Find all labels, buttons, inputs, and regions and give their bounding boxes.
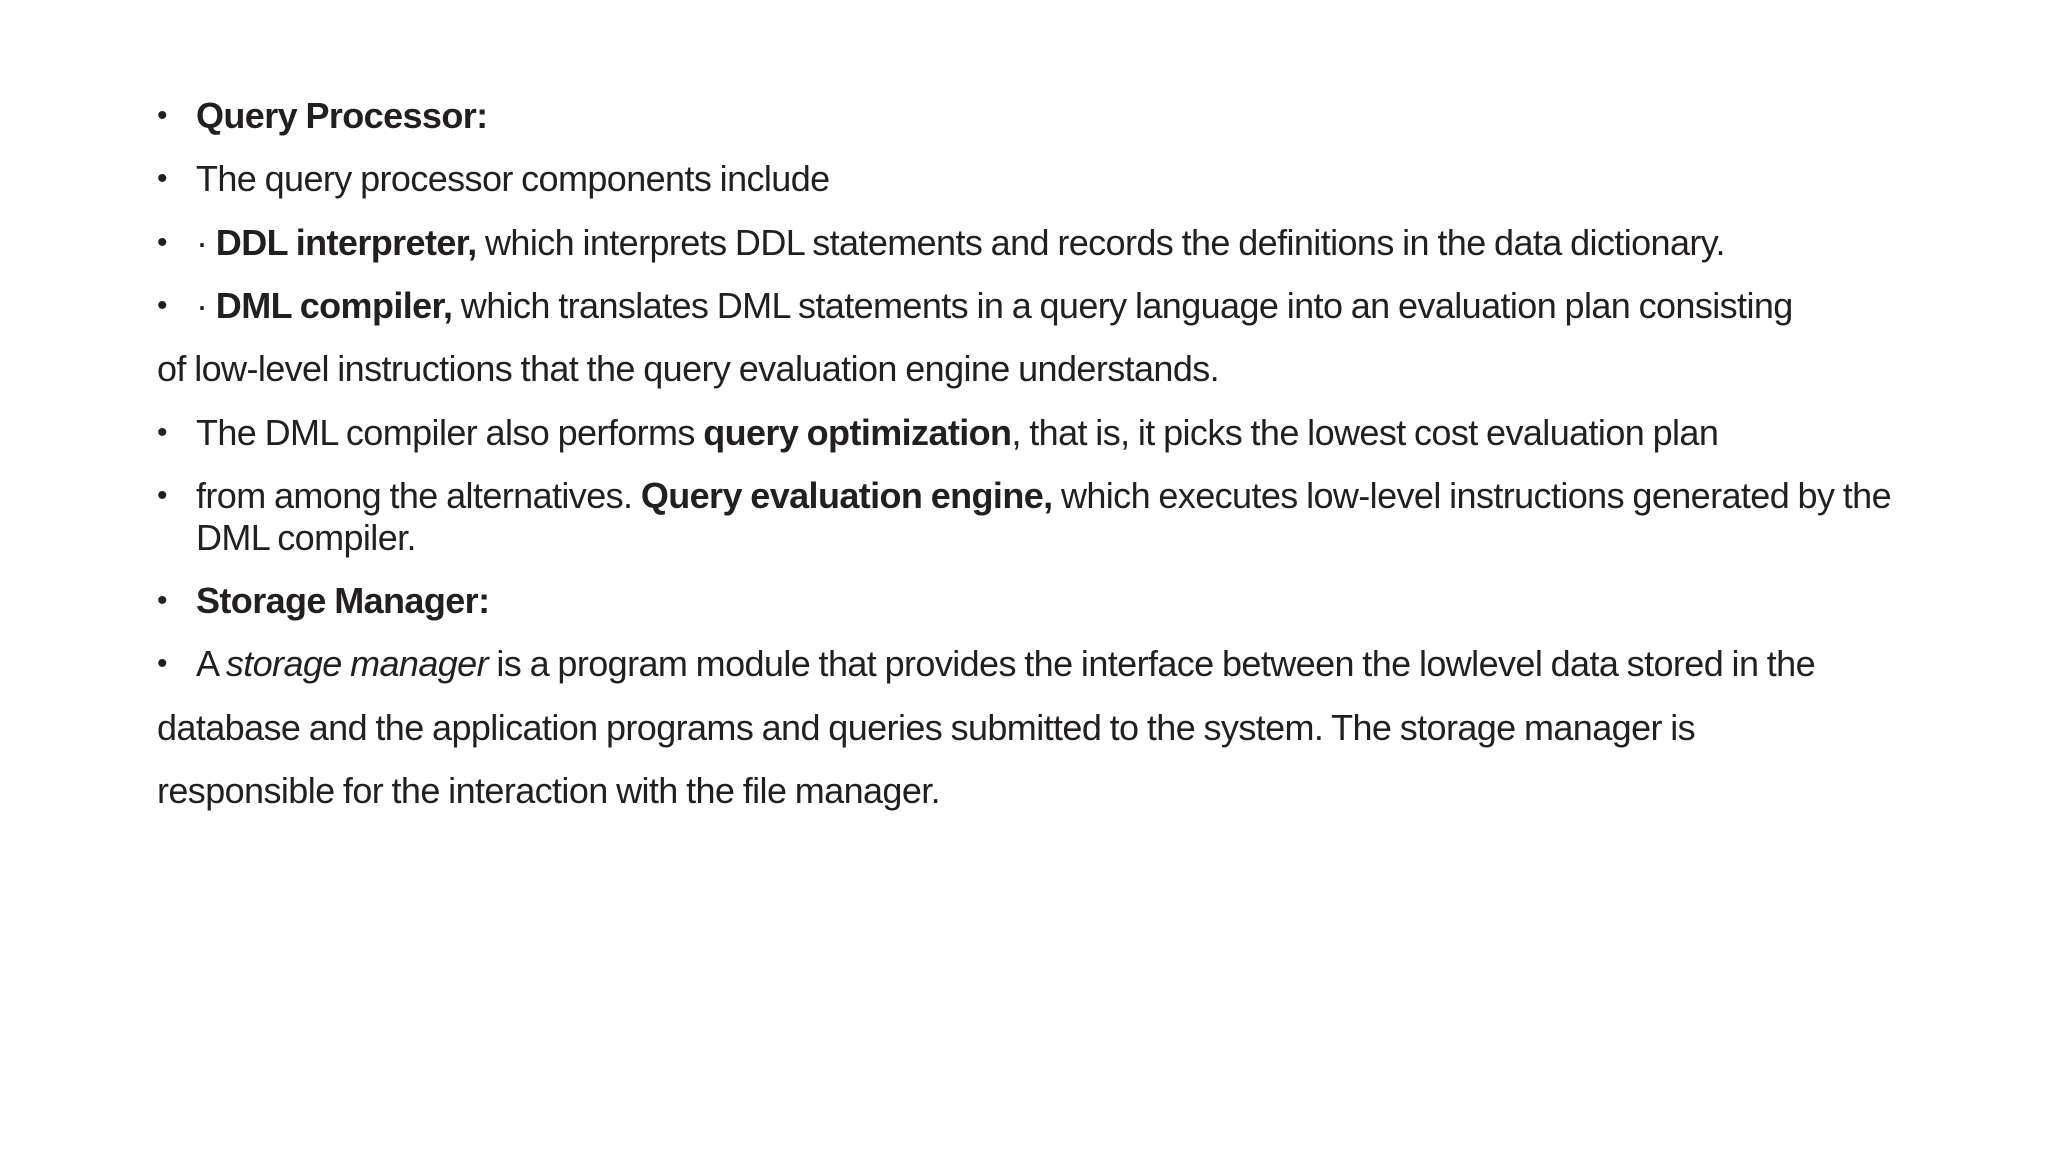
bullet-line-query-evaluation-engine xyxy=(0,475,1940,565)
term-dml-compiler: DML compiler, xyxy=(215,285,453,326)
text-run: which interprets DDL statements and records the definitions in the data dictionary. xyxy=(476,222,1725,263)
text-run: from among the alternatives. xyxy=(196,475,641,516)
text-run: which executes low-level instructions generated by the DML compiler. xyxy=(196,475,1892,558)
line-text xyxy=(196,95,488,137)
line-text xyxy=(157,707,1695,749)
bullet-icon: • xyxy=(157,99,167,132)
line-text xyxy=(157,770,940,812)
line-text xyxy=(196,475,1916,559)
text-run: · xyxy=(196,285,216,326)
bullet-icon: • xyxy=(157,479,167,512)
text-run: The query processor components include xyxy=(196,158,830,199)
text-run: , that is, it picks the lowest cost evaluation plan xyxy=(1011,412,1719,453)
line-text xyxy=(196,580,489,622)
line-text xyxy=(196,412,1718,454)
bullet-icon: • xyxy=(157,584,167,617)
term-query-evaluation-engine: Query evaluation engine, xyxy=(640,475,1053,516)
line-text xyxy=(196,285,1793,327)
bullet-icon: • xyxy=(157,162,167,195)
term-query-optimization: query optimization xyxy=(703,412,1012,453)
term-storage-manager: storage manager xyxy=(225,643,488,684)
line-text xyxy=(196,222,1725,264)
text-run: A xyxy=(196,643,226,684)
line-text xyxy=(196,643,1815,685)
text-run: of low-level instructions that the query evaluation engine understands. xyxy=(157,348,1220,389)
text-run: responsible for the interaction with the file manager. xyxy=(157,770,941,811)
bullet-icon: • xyxy=(157,416,167,449)
bullet-icon: • xyxy=(157,289,167,322)
heading-query-processor: Query Processor: xyxy=(196,95,488,136)
term-ddl-interpreter: DDL interpreter, xyxy=(215,222,477,263)
text-run: which translates DML statements in a query language into an evaluation plan consisting xyxy=(452,285,1793,326)
bullet-icon: • xyxy=(157,647,167,680)
text-run: · xyxy=(196,222,216,263)
text-run: database and the application programs and queries submitted to the system. The storage manager is xyxy=(157,707,1696,748)
line-text xyxy=(157,348,1219,390)
text-run: The DML compiler also performs xyxy=(196,412,704,453)
line-text xyxy=(196,158,830,200)
text-run: is a program module that provides the interface between the lowlevel data stored in the xyxy=(488,643,1816,684)
bullet-icon: • xyxy=(157,226,167,259)
heading-storage-manager: Storage Manager: xyxy=(196,580,490,621)
